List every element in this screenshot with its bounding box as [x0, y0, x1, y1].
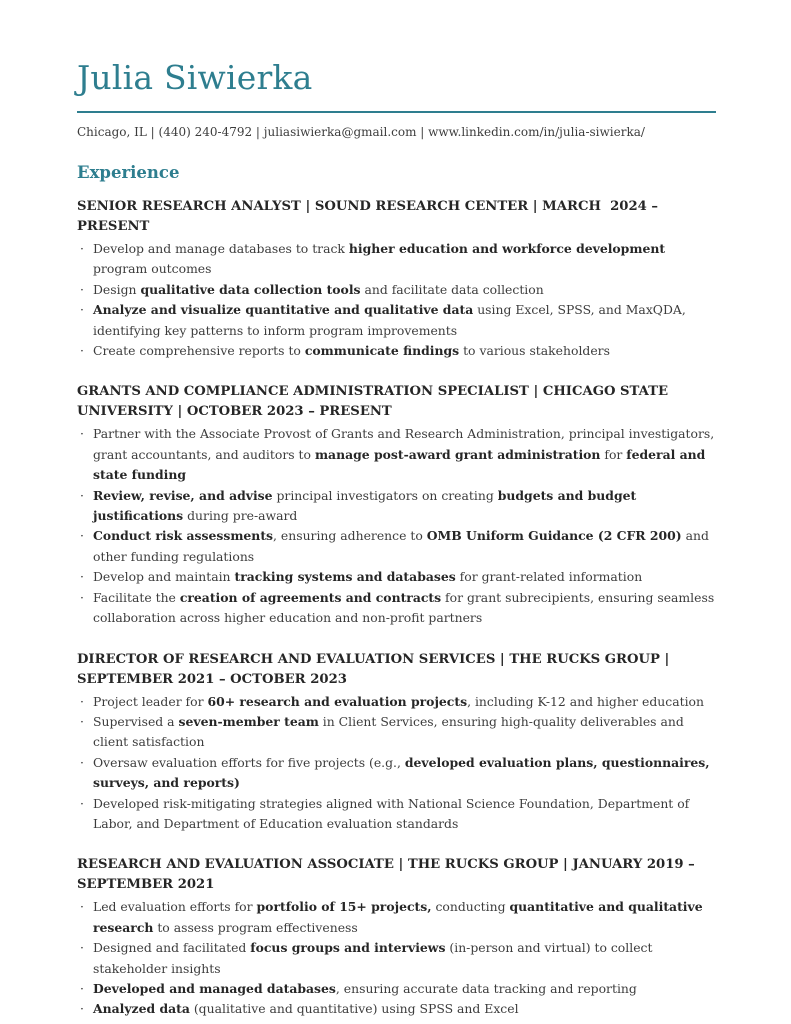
bullet-dot-icon: ·: [80, 980, 84, 996]
bullet-text-run: Supervised a: [93, 713, 179, 729]
contact-line: Chicago, IL | (440) 240-4792 | juliasiwierka@gmail.com | www.linkedin.com/in/julia-siwierka/: [77, 125, 645, 139]
bullet-text-run: for: [600, 446, 627, 462]
bullet-text-run-bold: 60+ research and evaluation projects: [207, 693, 468, 709]
bullet-text: [93, 300, 716, 341]
bullet-item: [77, 999, 716, 1019]
bullet-text: [93, 588, 716, 629]
job-heading: RESEARCH AND EVALUATION ASSOCIATE | THE RUCKS GROUP | JANUARY 2019 – SEPTEMBER 2021: [77, 857, 700, 893]
bullet-item: [77, 753, 716, 794]
job-bullet-list: [77, 897, 716, 1019]
bullet-item: [77, 794, 716, 835]
bullet-dot-icon: ·: [80, 426, 84, 442]
bullet-text-run: using Excel, SPSS, and MaxQDA, identifying key patterns to inform program improvements: [93, 302, 686, 338]
bullet-text-run: to various stakeholders: [459, 343, 610, 359]
bullet-text-run-bold: budgets and budget justifications: [93, 487, 637, 524]
bullet-text-run-bold: focus groups and interviews: [250, 940, 446, 956]
bullet-dot-icon: ·: [80, 899, 84, 915]
bullet-text-run-bold: higher education and workforce development: [348, 241, 666, 256]
bullet-item: [77, 588, 716, 629]
bullet-text-run: Develop and manage databases to track: [93, 241, 349, 256]
bullet-text: [93, 526, 716, 567]
bullet-text: [93, 753, 716, 794]
bullet-dot-icon: ·: [80, 487, 84, 503]
bullet-text: [93, 712, 716, 753]
bullet-text-run-bold: qualitative data collection tools: [140, 281, 361, 297]
bullet-item: [77, 692, 716, 712]
bullet-text-run-bold: Analyze and visualize quantitative and qualitative data: [93, 302, 474, 318]
bullet-text-run: (in-person and virtual) to collect stakeholder insights: [93, 940, 653, 976]
job-heading: DIRECTOR OF RESEARCH AND EVALUATION SERVICES | THE RUCKS GROUP | SEPTEMBER 2021 – OCTOBER 2023: [77, 651, 674, 687]
bullet-text-run: Partner with the Associate Provost of Grants and Research Administration, principal investigators, grant accountants, and auditors to: [93, 426, 715, 462]
bullet-item: [77, 938, 716, 979]
bullet-text-run: for grant-related information: [455, 569, 643, 585]
bullet-dot-icon: ·: [80, 281, 84, 297]
bullet-text-run-bold: manage post-award grant administration: [314, 446, 601, 462]
bullet-item: [77, 897, 716, 938]
bullet-text: [93, 692, 716, 712]
bullet-text-run-bold: Developed and managed databases: [93, 980, 336, 996]
resume-name: Julia Siwierka: [77, 58, 313, 97]
experience-jobs: [77, 197, 716, 1020]
bullet-dot-icon: ·: [80, 713, 84, 729]
bullet-text-run: conducting: [431, 899, 510, 915]
bullet-text-run-bold: tracking systems and databases: [234, 569, 456, 585]
bullet-dot-icon: ·: [80, 693, 84, 709]
bullet-text: [93, 938, 716, 979]
job-entry: [77, 197, 716, 361]
bullet-text-run: Developed risk-mitigating strategies aligned with National Science Foundation, Department of Labor, and Department of Education evaluation standards: [93, 795, 690, 831]
bullet-text-run: for grant subrecipients, ensuring seamless collaboration across higher education and non-profit partners: [93, 589, 715, 626]
bullet-item: [77, 526, 716, 567]
job-heading: GRANTS AND COMPLIANCE ADMINISTRATION SPECIALIST | CHICAGO STATE UNIVERSITY | OCTOBER 2023 – PRESENT: [77, 384, 673, 420]
bullet-text-run: Project leader for: [93, 693, 208, 709]
bullet-text-run: Designed and facilitated: [93, 940, 251, 956]
bullet-text-run: Design: [93, 281, 141, 297]
bullet-text-run: (qualitative and quantitative) using SPSS and Excel: [189, 1001, 519, 1017]
bullet-text: [93, 239, 716, 280]
bullet-text: [93, 999, 716, 1019]
bullet-text-run: Led evaluation efforts for: [93, 899, 257, 915]
bullet-item: [77, 424, 716, 485]
bullet-text-run: , ensuring adherence to: [273, 528, 427, 544]
bullet-text-run-bold: federal and state funding: [93, 446, 706, 483]
bullet-text: [93, 897, 716, 938]
bullet-text-run: Oversaw evaluation efforts for five projects (e.g.,: [93, 754, 405, 770]
bullet-item: [77, 300, 716, 341]
bullet-text-run: , ensuring accurate data tracking and reporting: [335, 980, 637, 996]
bullet-item: [77, 341, 716, 361]
section-title-experience: Experience: [77, 163, 180, 182]
bullet-item: [77, 979, 716, 999]
bullet-text-run: during pre-award: [183, 508, 298, 524]
job-bullet-list: [77, 424, 716, 628]
bullet-dot-icon: ·: [80, 589, 84, 605]
bullet-dot-icon: ·: [80, 795, 84, 811]
bullet-dot-icon: ·: [80, 343, 84, 359]
bullet-text-run-bold: quantitative and qualitative research: [93, 899, 703, 935]
bullet-text-run-bold: developed evaluation plans, questionnaires, surveys, and reports): [93, 754, 710, 791]
job-heading: SENIOR RESEARCH ANALYST | SOUND RESEARCH CENTER | MARCH 2024 – PRESENT: [77, 199, 663, 234]
bullet-text-run-bold: Analyzed data: [93, 1001, 190, 1017]
bullet-dot-icon: ·: [80, 528, 84, 544]
bullet-text-run: , including K-12 and higher education: [467, 693, 704, 709]
bullet-dot-icon: ·: [80, 241, 84, 256]
bullet-text: [93, 424, 716, 485]
bullet-text-run-bold: Review, revise, and advise: [93, 487, 273, 503]
bullet-text-run: principal investigators on creating: [272, 487, 498, 503]
bullet-text-run: and other funding regulations: [93, 528, 709, 564]
job-entry: [77, 650, 716, 835]
bullet-dot-icon: ·: [80, 754, 84, 770]
job-bullet-list: [77, 239, 716, 361]
bullet-text: [93, 486, 716, 527]
bullet-text-run: Create comprehensive reports to: [93, 343, 305, 359]
bullet-text-run-bold: creation of agreements and contracts: [179, 589, 442, 605]
job-entry: [77, 382, 716, 628]
bullet-text-run-bold: communicate findings: [304, 343, 460, 359]
bullet-text-run: and facilitate data collection: [360, 281, 544, 297]
bullet-dot-icon: ·: [80, 1001, 84, 1017]
bullet-text: [93, 979, 716, 999]
bullet-item: [77, 280, 716, 300]
bullet-text: [93, 567, 716, 587]
job-bullet-list: [77, 692, 716, 835]
bullet-item: [77, 567, 716, 587]
job-entry: [77, 855, 716, 1019]
bullet-text-run: to assess program effectiveness: [153, 919, 358, 935]
bullet-dot-icon: ·: [80, 940, 84, 956]
bullet-text-run-bold: portfolio of 15+ projects,: [256, 899, 432, 915]
bullet-dot-icon: ·: [80, 302, 84, 318]
bullet-text-run-bold: Conduct risk assessments: [93, 528, 274, 544]
bullet-item: [77, 239, 716, 280]
bullet-dot-icon: ·: [80, 569, 84, 585]
bullet-text: [93, 280, 716, 300]
bullet-text-run: program outcomes: [93, 261, 212, 277]
bullet-text: [93, 794, 716, 835]
bullet-text-run-bold: OMB Uniform Guidance (2 CFR 200): [426, 528, 682, 544]
bullet-text-run: Facilitate the: [93, 589, 180, 605]
bullet-text-run-bold: seven-member team: [178, 713, 319, 729]
bullet-item: [77, 712, 716, 753]
bullet-text: [93, 341, 716, 361]
bullet-text-run: Develop and maintain: [93, 569, 235, 585]
bullet-item: [77, 486, 716, 527]
bullet-text-run: in Client Services, ensuring high-quality deliverables and client satisfaction: [93, 713, 684, 750]
header-divider: [77, 111, 716, 113]
